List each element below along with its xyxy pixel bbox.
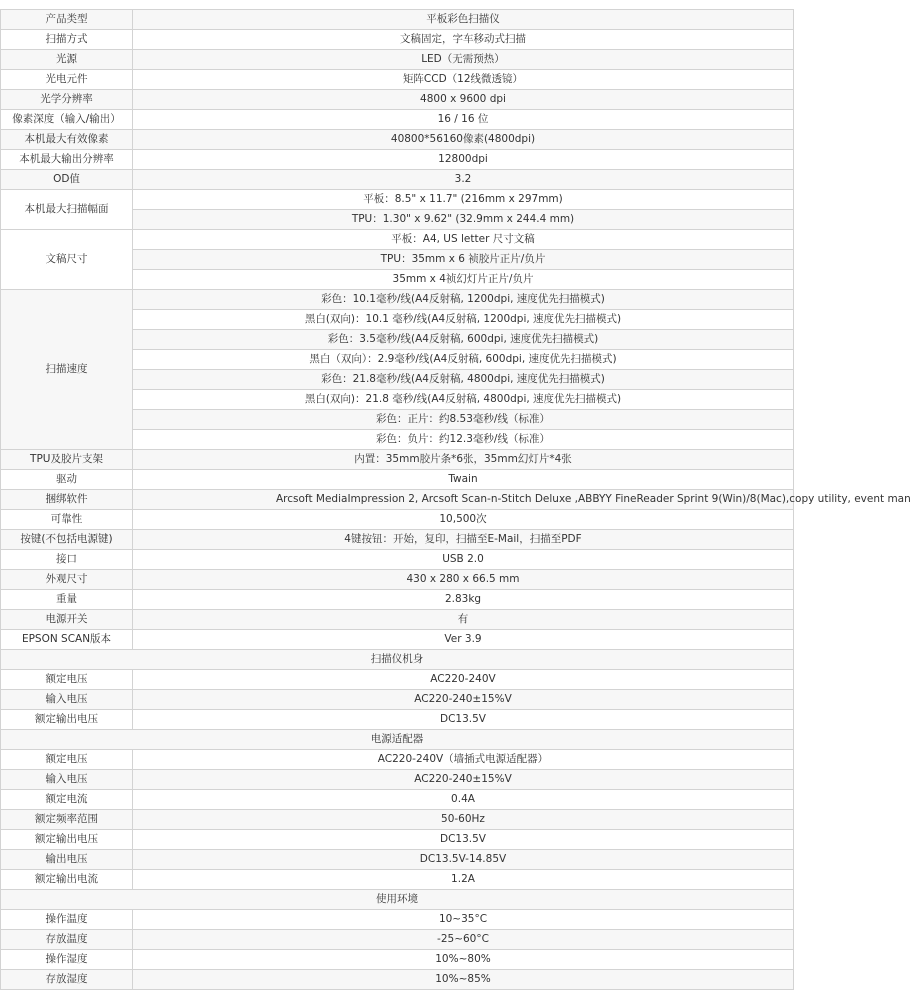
- spec-label: TPU及胶片支架: [1, 450, 133, 470]
- spec-row: [1, 290, 794, 310]
- spec-row: [1, 50, 794, 70]
- section-heading: 扫描仪机身: [1, 650, 794, 670]
- spec-value: AC220-240±15%V: [133, 690, 794, 710]
- spec-value: 平板彩色扫描仪: [133, 10, 794, 30]
- spec-value: 10%~80%: [133, 950, 794, 970]
- spec-row: [1, 550, 794, 570]
- section-row: [1, 650, 794, 670]
- spec-value: AC220-240V（墙插式电源适配器）: [133, 750, 794, 770]
- spec-label: 文稿尺寸: [1, 230, 133, 290]
- spec-label: 额定电压: [1, 750, 133, 770]
- spec-label: OD值: [1, 170, 133, 190]
- spec-value: DC13.5V: [133, 830, 794, 850]
- spec-row: [1, 770, 794, 790]
- spec-value: DC13.5V-14.85V: [133, 850, 794, 870]
- spec-label: 光源: [1, 50, 133, 70]
- spec-row: [1, 130, 794, 150]
- spec-label: 光学分辨率: [1, 90, 133, 110]
- spec-label: 本机最大输出分辨率: [1, 150, 133, 170]
- spec-label: 产品类型: [1, 10, 133, 30]
- spec-row: [1, 570, 794, 590]
- spec-row: [1, 30, 794, 50]
- spec-value: DC13.5V: [133, 710, 794, 730]
- spec-row: [1, 170, 794, 190]
- spec-row: [1, 90, 794, 110]
- spec-value: 430 x 280 x 66.5 mm: [133, 570, 794, 590]
- section-heading: 电源适配器: [1, 730, 794, 750]
- spec-value: 彩色：10.1毫秒/线(A4反射稿, 1200dpi, 速度优先扫描模式): [133, 290, 794, 310]
- spec-row: [1, 470, 794, 490]
- spec-value: LED（无需预热）: [133, 50, 794, 70]
- spec-row: [1, 950, 794, 970]
- spec-table-body: [1, 10, 911, 990]
- spec-value: Ver 3.9: [133, 630, 794, 650]
- spec-row: [1, 970, 794, 990]
- spec-value: 黑白(双向)：21.8 毫秒/线(A4反射稿, 4800dpi, 速度优先扫描模式): [133, 390, 794, 410]
- spec-row: [1, 690, 794, 710]
- spec-row: [1, 830, 794, 850]
- spec-label: 输入电压: [1, 690, 133, 710]
- spec-value: 内置：35mm胶片条*6张，35mm幻灯片*4张: [133, 450, 794, 470]
- spec-value: 1.2A: [133, 870, 794, 890]
- spec-value: AC220-240V: [133, 670, 794, 690]
- spec-value: 黑白(双向)：10.1 毫秒/线(A4反射稿, 1200dpi, 速度优先扫描模式): [133, 310, 794, 330]
- spec-row: [1, 910, 794, 930]
- spec-value: AC220-240±15%V: [133, 770, 794, 790]
- spec-row: [1, 750, 794, 770]
- spec-label: 额定频率范围: [1, 810, 133, 830]
- spec-value: USB 2.0: [133, 550, 794, 570]
- spec-label: 像素深度（输入/输出）: [1, 110, 133, 130]
- spec-label: 扫描方式: [1, 30, 133, 50]
- spec-row: [1, 190, 794, 210]
- spec-label: 本机最大有效像素: [1, 130, 133, 150]
- spec-value: 40800*56160像素(4800dpi): [133, 130, 794, 150]
- spec-label: 额定输出电压: [1, 710, 133, 730]
- spec-value: 彩色：3.5毫秒/线(A4反射稿, 600dpi, 速度优先扫描模式): [133, 330, 794, 350]
- spec-row: [1, 230, 794, 250]
- spec-value: 矩阵CCD（12线微透镜）: [133, 70, 794, 90]
- spec-value: 平板：8.5" x 11.7" (216mm x 297mm): [133, 190, 794, 210]
- spec-label: EPSON SCAN版本: [1, 630, 133, 650]
- spec-label: 接口: [1, 550, 133, 570]
- spec-row: [1, 10, 794, 30]
- spec-row: [1, 670, 794, 690]
- spec-label: 额定电流: [1, 790, 133, 810]
- spec-value: 4800 x 9600 dpi: [133, 90, 794, 110]
- spec-row: [1, 850, 794, 870]
- spec-row: [1, 510, 794, 530]
- spec-row: [1, 70, 794, 90]
- spec-row: [1, 110, 794, 130]
- spec-label: 额定输出电流: [1, 870, 133, 890]
- spec-label: 存放温度: [1, 930, 133, 950]
- spec-label: 可靠性: [1, 510, 133, 530]
- spec-label: 额定输出电压: [1, 830, 133, 850]
- spec-value: TPU：35mm x 6 祯胶片正片/负片: [133, 250, 794, 270]
- spec-value: 16 / 16 位: [133, 110, 794, 130]
- spec-value: 2.83kg: [133, 590, 794, 610]
- section-row: [1, 890, 794, 910]
- spec-value: 有: [133, 610, 794, 630]
- spec-label: 操作湿度: [1, 950, 133, 970]
- spec-row: [1, 150, 794, 170]
- spec-value: 12800dpi: [133, 150, 794, 170]
- spec-row: [1, 490, 794, 510]
- spec-row: [1, 870, 794, 890]
- spec-row: [1, 590, 794, 610]
- spec-row: [1, 810, 794, 830]
- spec-value: 平板：A4, US letter 尺寸文稿: [133, 230, 794, 250]
- spec-label: 按键(不包括电源键): [1, 530, 133, 550]
- spec-value: 10%~85%: [133, 970, 794, 990]
- spec-value: Arcsoft MediaImpression 2, Arcsoft Scan-n-Stitch Deluxe ,ABBYY FineReader Sprint 9(Win)/8(Mac),copy utility, event man: [133, 490, 794, 510]
- spec-value: 50-60Hz: [133, 810, 794, 830]
- spec-label: 输出电压: [1, 850, 133, 870]
- spec-label: 捆绑软件: [1, 490, 133, 510]
- spec-row: [1, 930, 794, 950]
- spec-value: 彩色：正片：约8.53毫秒/线（标准）: [133, 410, 794, 430]
- spec-label: 存放湿度: [1, 970, 133, 990]
- spec-value: 彩色：21.8毫秒/线(A4反射稿, 4800dpi, 速度优先扫描模式): [133, 370, 794, 390]
- spec-label: 扫描速度: [1, 290, 133, 450]
- spec-row: [1, 790, 794, 810]
- spec-row: [1, 710, 794, 730]
- spec-row: [1, 530, 794, 550]
- spec-value: Twain: [133, 470, 794, 490]
- spec-label: 光电元件: [1, 70, 133, 90]
- spec-value: 黑白（双向）：2.9毫秒/线(A4反射稿, 600dpi, 速度优先扫描模式): [133, 350, 794, 370]
- spec-label: 本机最大扫描幅面: [1, 190, 133, 230]
- spec-row: [1, 630, 794, 650]
- spec-value: 0.4A: [133, 790, 794, 810]
- spec-label: 重量: [1, 590, 133, 610]
- spec-value: 10,500次: [133, 510, 794, 530]
- spec-label: 额定电压: [1, 670, 133, 690]
- spec-label: 驱动: [1, 470, 133, 490]
- spec-value: 10~35°C: [133, 910, 794, 930]
- spec-value: 35mm x 4祯幻灯片正片/负片: [133, 270, 794, 290]
- spec-label: 操作温度: [1, 910, 133, 930]
- spec-row: [1, 610, 794, 630]
- spec-label: 输入电压: [1, 770, 133, 790]
- spec-value: 4键按钮：开始，复印，扫描至E-Mail，扫描至PDF: [133, 530, 794, 550]
- spec-value: -25~60°C: [133, 930, 794, 950]
- section-row: [1, 730, 794, 750]
- spec-row: [1, 450, 794, 470]
- spec-value: 3.2: [133, 170, 794, 190]
- spec-value: 彩色：负片：约12.3毫秒/线（标准）: [133, 430, 794, 450]
- spec-table: [0, 9, 911, 990]
- spec-label: 外观尺寸: [1, 570, 133, 590]
- spec-value: TPU：1.30" x 9.62" (32.9mm x 244.4 mm): [133, 210, 794, 230]
- spec-label: 电源开关: [1, 610, 133, 630]
- spec-value: 文稿固定，字车移动式扫描: [133, 30, 794, 50]
- section-heading: 使用环境: [1, 890, 794, 910]
